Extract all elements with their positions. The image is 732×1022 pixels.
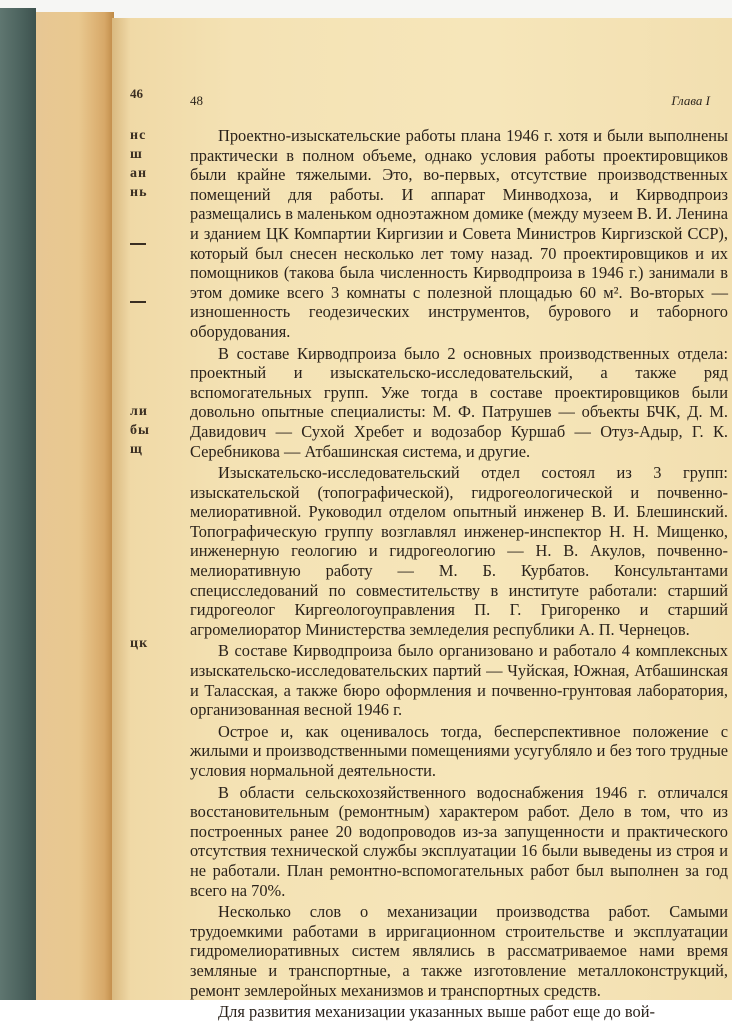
previous-page-fragment: ш [130,147,143,162]
chapter-title: Глава I [671,93,710,108]
previous-page-fragment: ан [130,166,148,181]
previous-page-dash [130,301,146,303]
page-number: 48 [190,93,203,108]
previous-page-fragment: ли [130,404,148,419]
previous-page-fragment: нь [130,185,148,200]
previous-page-fragment: цк [130,636,149,651]
previous-page-fragment: щ [130,442,143,457]
paragraph: Изыскательско-исследовательский отдел состоял из 3 групп: изыскательской (топографической), гидрогеологической и почвенно-мелиоративной. Руководил отделом опытный инженер В. И. Блешинский. Топографическую группу возглавлял инженер-инспектор Н. Н. Мищенко, инженерную геологию и гидрогеологию — Н. В. Акулов, почвенно-мелиоративную работу — М. Б. Курбатов. Консультантами специсследований по совместительству в институте работали: старший гидрогеолог Киргеологоуправления П. Г. Григоренко и старший агромелиоратор Министерства земледелия республики А. П. Чернецов. [190,463,728,639]
paragraph: Несколько слов о механизации производства работ. Самыми трудоемкими работами в ирригационном строительстве и эксплуатации гидромелиоративных систем являлись в рассматриваемое нами время земляные и транспортные, а также изготовление металлоконструкций, ремонт землеройных механизмов и транспортных средств. [190,902,728,1000]
page-header [190,93,710,109]
previous-page-edge [36,12,114,1000]
paragraph: Проектно-изыскательские работы плана 1946 г. хотя и были выполнены практически в полном объеме, однако условия работы проектировщиков были крайне тяжелыми. Это, во-первых, отсутствие производственных помещений для работы. И аппарат Минводхоза, и Кирводпроиз размещались в маленьком одноэтажном домике (между музеем В. И. Ленина и зданием ЦК Компартии Киргизии и Совета Министров Киргизской ССР), который был снесен несколько лет тому назад. 70 проектировщиков и их помощников (такова была численность Кирводпроиза в 1946 г.) занимали в этом домике всего 3 комнаты с полезной площадью 60 м². Во-вторых — изношенность геодезических инструментов, бурового и таборного оборудования. [190,126,728,341]
book-spine [0,8,36,1000]
previous-page-dash [130,243,146,245]
paragraph: Острое и, как оценивалось тогда, бесперспективное положение с жилыми и производственными помещениями усугубляло и без того трудные условия нормальной деятельности. [190,721,728,780]
previous-page-fragment: нс [130,128,147,143]
previous-page-number: 46 [130,86,143,101]
paragraph: Для развития механизации указанных выше работ еще до вой- [218,1002,655,1022]
body-text [190,126,728,1022]
paragraph: В составе Кирводпроиза было организовано и работало 4 комплексных изыскательско-исследовательских партий — Чуйская, Южная, Атбашинская и Таласская, а также бюро оформления и почвенно-грунтовая лаборатория, организованная весной 1946 г. [190,641,728,720]
previous-page-fragment: бы [130,423,150,438]
paragraph: В составе Кирводпроиза было 2 основных производственных отдела: проектный и изыскательско-исследовательский, а также ряд вспомогательных групп. Уже тогда в составе проектировщиков были довольно опытные специалисты: М. Ф. Патрушев — объекты БЧК, Д. М. Давидович — Сухой Хребет и водозабор Куршаб — Отуз-Адыр, Г. К. Серебникова — Атбашинская система, и другие. [190,343,728,461]
paragraph: В области сельскохозяйственного водоснабжения 1946 г. отличался восстановительным (ремонтным) характером работ. Дело в том, что из построенных ранее 20 водопроводов из-за запущенности и практического отсутствия технической службы эксплуатации 16 были выведены из строя и не работали. План ремонтно-вспомогательных работ был выполнен за год всего на 70%. [190,782,728,900]
